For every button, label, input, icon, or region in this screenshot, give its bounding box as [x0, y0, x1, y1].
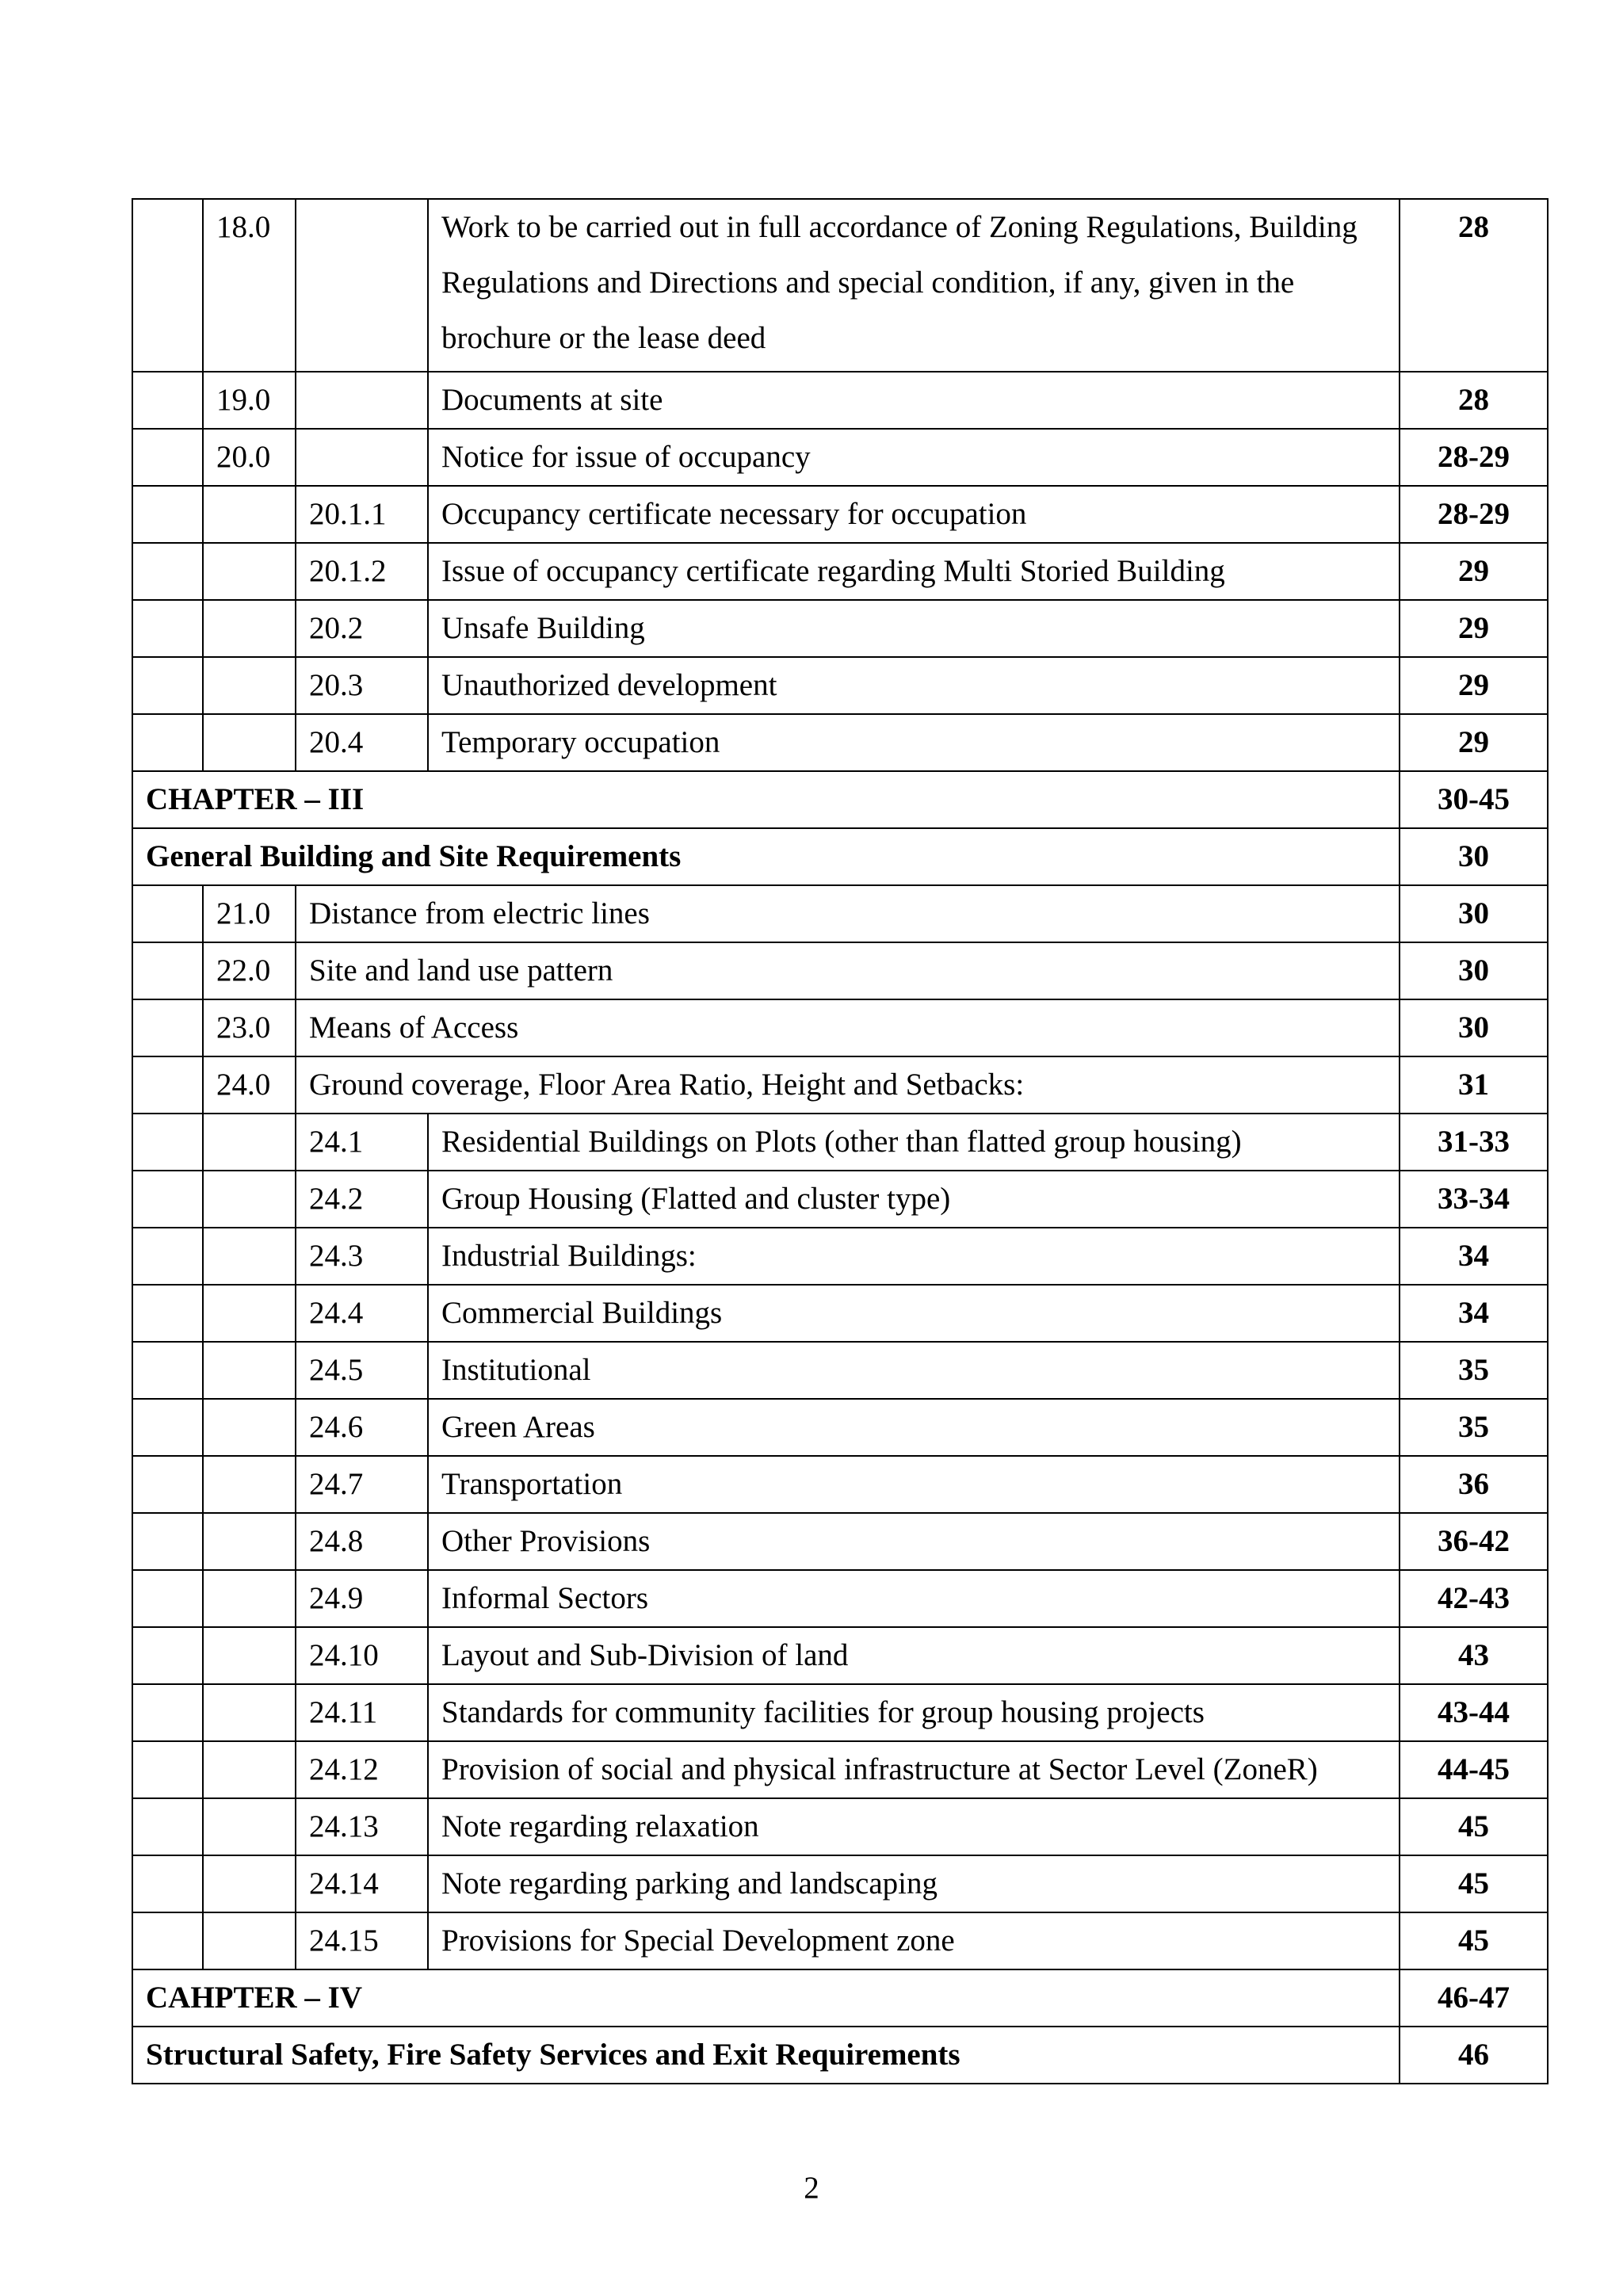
page-ref: 45 — [1400, 1798, 1548, 1855]
page-ref: 44-45 — [1400, 1741, 1548, 1798]
section-title: Institutional — [428, 1342, 1400, 1399]
page-ref: 29 — [1400, 600, 1548, 657]
subsection-number — [296, 372, 428, 429]
section-title: Notice for issue of occupancy — [428, 429, 1400, 486]
toc-row — [132, 1342, 1548, 1399]
toc-row — [132, 543, 1548, 600]
toc-row — [132, 1627, 1548, 1684]
toc-row — [132, 1513, 1548, 1570]
section-title: Standards for community facilities for group housing projects — [428, 1684, 1400, 1741]
subsection-number: 24.7 — [296, 1456, 428, 1513]
section-title: Note regarding parking and landscaping — [428, 1855, 1400, 1912]
subsection-number: 24.6 — [296, 1399, 428, 1456]
section-number — [203, 657, 296, 714]
section-title: Work to be carried out in full accordance of Zoning Regulations, Building Regulations and Directions and special condition, if any, given in the brochure or the lease deed — [428, 199, 1400, 372]
section-title: Temporary occupation — [428, 714, 1400, 771]
section-number — [203, 486, 296, 543]
subsection-number: 24.5 — [296, 1342, 428, 1399]
page-ref: 29 — [1400, 714, 1548, 771]
page-ref: 35 — [1400, 1342, 1548, 1399]
toc-row — [132, 1684, 1548, 1741]
toc-row — [132, 600, 1548, 657]
subsection-number: 24.15 — [296, 1912, 428, 1969]
subsection-number: 24.11 — [296, 1684, 428, 1741]
page-ref: 46 — [1400, 2027, 1548, 2084]
section-title: Provisions for Special Development zone — [428, 1912, 1400, 1969]
section-number: 24.0 — [203, 1056, 296, 1114]
section-title: Informal Sectors — [428, 1570, 1400, 1627]
subsection-number: 24.9 — [296, 1570, 428, 1627]
section-number: 19.0 — [203, 372, 296, 429]
subsection-number: 24.10 — [296, 1627, 428, 1684]
toc-row — [132, 1570, 1548, 1627]
page-ref: 34 — [1400, 1285, 1548, 1342]
subsection-number: 24.1 — [296, 1114, 428, 1171]
chapter-heading-row — [132, 771, 1548, 828]
toc-row — [132, 199, 1548, 372]
section-title: Issue of occupancy certificate regarding Multi Storied Building — [428, 543, 1400, 600]
toc-row — [132, 657, 1548, 714]
toc-row — [132, 1456, 1548, 1513]
section-title: Industrial Buildings: — [428, 1228, 1400, 1285]
toc-row — [132, 1171, 1548, 1228]
subsection-number: 24.2 — [296, 1171, 428, 1228]
toc-row — [132, 1741, 1548, 1798]
page-ref: 43-44 — [1400, 1684, 1548, 1741]
subsection-number: 24.8 — [296, 1513, 428, 1570]
section-number: 20.0 — [203, 429, 296, 486]
page-ref: 30-45 — [1400, 771, 1548, 828]
subsection-number: 24.12 — [296, 1741, 428, 1798]
toc-row — [132, 1912, 1548, 1969]
subsection-number — [296, 199, 428, 372]
page-number: 2 — [804, 2171, 819, 2205]
subsection-number: 20.3 — [296, 657, 428, 714]
page-ref: 30 — [1400, 999, 1548, 1056]
chapter-title: Structural Safety, Fire Safety Services and Exit Requirements — [132, 2027, 1400, 2084]
page-ref: 28-29 — [1400, 486, 1548, 543]
page-ref: 45 — [1400, 1912, 1548, 1969]
section-title: Means of Access — [296, 999, 1400, 1056]
section-number: 21.0 — [203, 885, 296, 942]
section-title: Distance from electric lines — [296, 885, 1400, 942]
toc-row — [132, 942, 1548, 999]
toc-row — [132, 372, 1548, 429]
toc-row — [132, 714, 1548, 771]
chapter-title: General Building and Site Requirements — [132, 828, 1400, 885]
section-title: Transportation — [428, 1456, 1400, 1513]
section-number — [203, 714, 296, 771]
page-ref: 30 — [1400, 942, 1548, 999]
section-title: Unauthorized development — [428, 657, 1400, 714]
chapter-label: CHAPTER – III — [132, 771, 1400, 828]
toc-row — [132, 1399, 1548, 1456]
toc-row — [132, 885, 1548, 942]
page-ref: 30 — [1400, 885, 1548, 942]
toc-row — [132, 1855, 1548, 1912]
subsection-number: 20.1.2 — [296, 543, 428, 600]
section-title: Unsafe Building — [428, 600, 1400, 657]
toc-row — [132, 1056, 1548, 1114]
section-title: Layout and Sub-Division of land — [428, 1627, 1400, 1684]
subsection-number: 24.4 — [296, 1285, 428, 1342]
section-title: Note regarding relaxation — [428, 1798, 1400, 1855]
page-ref: 42-43 — [1400, 1570, 1548, 1627]
section-title: Group Housing (Flatted and cluster type) — [428, 1171, 1400, 1228]
section-number — [203, 600, 296, 657]
subsection-number: 20.4 — [296, 714, 428, 771]
page-ref: 28 — [1400, 199, 1548, 372]
section-title: Occupancy certificate necessary for occupation — [428, 486, 1400, 543]
toc-row — [132, 999, 1548, 1056]
page-ref: 28 — [1400, 372, 1548, 429]
toc-row — [132, 429, 1548, 486]
page-ref: 30 — [1400, 828, 1548, 885]
page-ref: 31 — [1400, 1056, 1548, 1114]
section-title: Commercial Buildings — [428, 1285, 1400, 1342]
chapter-heading-row — [132, 1969, 1548, 2027]
chapter-title-row — [132, 828, 1548, 885]
section-title: Provision of social and physical infrastructure at Sector Level (ZoneR) — [428, 1741, 1400, 1798]
page-ref: 36 — [1400, 1456, 1548, 1513]
chapter-title-row — [132, 2027, 1548, 2084]
section-title: Residential Buildings on Plots (other than flatted group housing) — [428, 1114, 1400, 1171]
section-number: 18.0 — [203, 199, 296, 372]
subsection-number: 24.13 — [296, 1798, 428, 1855]
section-title: Ground coverage, Floor Area Ratio, Height and Setbacks: — [296, 1056, 1400, 1114]
toc-row — [132, 1798, 1548, 1855]
page-ref: 46-47 — [1400, 1969, 1548, 2027]
toc-row — [132, 1285, 1548, 1342]
subsection-number: 20.2 — [296, 600, 428, 657]
page-ref: 33-34 — [1400, 1171, 1548, 1228]
page-ref: 45 — [1400, 1855, 1548, 1912]
toc-row — [132, 486, 1548, 543]
section-number — [203, 543, 296, 600]
section-title: Site and land use pattern — [296, 942, 1400, 999]
section-number: 22.0 — [203, 942, 296, 999]
page-ref: 31-33 — [1400, 1114, 1548, 1171]
table-of-contents — [132, 198, 1549, 2084]
page-ref: 29 — [1400, 657, 1548, 714]
section-title: Green Areas — [428, 1399, 1400, 1456]
subsection-number: 24.14 — [296, 1855, 428, 1912]
subsection-number: 24.3 — [296, 1228, 428, 1285]
subsection-number: 20.1.1 — [296, 486, 428, 543]
page-ref: 43 — [1400, 1627, 1548, 1684]
page-ref: 29 — [1400, 543, 1548, 600]
section-number: 23.0 — [203, 999, 296, 1056]
section-title: Other Provisions — [428, 1513, 1400, 1570]
section-title: Documents at site — [428, 372, 1400, 429]
subsection-number — [296, 429, 428, 486]
toc-row — [132, 1228, 1548, 1285]
toc-row — [132, 1114, 1548, 1171]
page-ref: 34 — [1400, 1228, 1548, 1285]
page-ref: 35 — [1400, 1399, 1548, 1456]
chapter-label: CAHPTER – IV — [132, 1969, 1400, 2027]
page-ref: 36-42 — [1400, 1513, 1548, 1570]
page-ref: 28-29 — [1400, 429, 1548, 486]
